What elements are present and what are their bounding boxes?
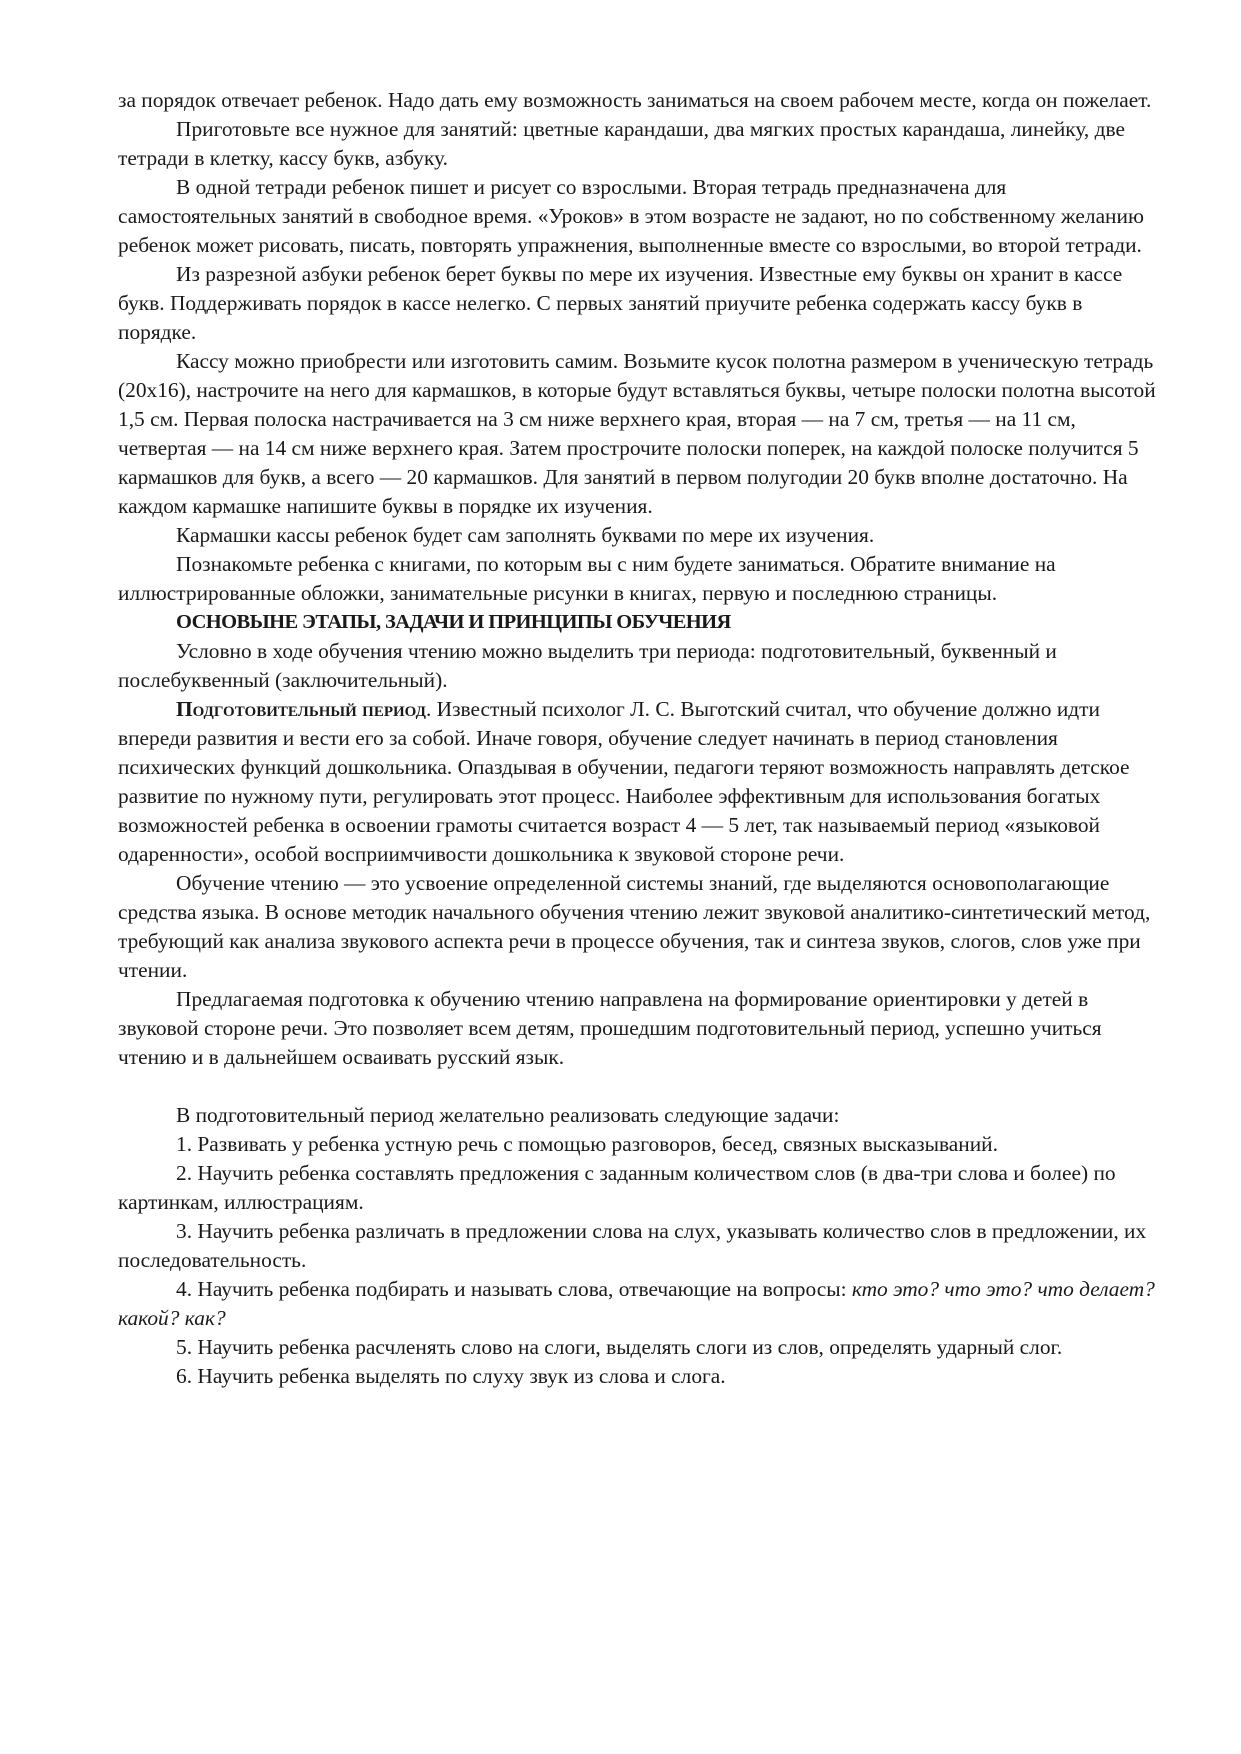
paragraph: Кассу можно приобрести или изготовить самим. Возьмите кусок полотна размером в ученическую тетрадь (20x16), настрочите на него для кармашков, в которые будут вставляться буквы, четыре полоски полотна высотой 1,5 см. Первая полоска настрачивается на 3 см ниже верхнего края, вторая — на 7 см, третья — на 11 см, четвертая — на 14 см ниже верхнего края. Затем прострочите полоски поперек, на каждой полоске получится 5 кармашков для букв, а всего — 20 кармашков. Для занятий в первом полугодии 20 букв вполне достаточно. На каждом кармашке напишите буквы в порядке их изучения. — [118, 349, 1156, 518]
task-item: 5. Научить ребенка расчленять слово на слоги, выделять слоги из слов, определять ударный слог. — [176, 1335, 1063, 1359]
task-item: 1. Развивать у ребенка устную речь с помощью разговоров, бесед, связных высказываний. — [176, 1132, 998, 1156]
paragraph: Познакомьте ребенка с книгами, по которым вы с ним будете заниматься. Обратите внимание на иллюстрированные обложки, занимательные рисунки в книгах, первую и последнюю страницы. — [118, 552, 1056, 605]
task-item: 2. Научить ребенка составлять предложения с заданным количеством слов (в два-три слова и более) по картинкам, иллюстрациям. — [118, 1161, 1116, 1214]
task-item: 3. Научить ребенка различать в предложении слова на слух, указывать количество слов в предложении, их последовательность. — [118, 1219, 1147, 1272]
task-item: 6. Научить ребенка выделять по слуху звук из слова и слога. — [176, 1364, 726, 1388]
task-questions: кто это? что это? что делает? какой? как? — [118, 1277, 1155, 1330]
term-preparatory-period: Подготовительный период — [176, 697, 426, 721]
section-heading: ОСНОВЫНЕ ЭТАПЫ, ЗАДАЧИ И ПРИНЦИПЫ ОБУЧЕНИЯ — [176, 611, 731, 633]
paragraph-text: . Известный психолог Л. С. Выготский считал, что обучение должно идти впереди развития и вести его за собой. Иначе говоря, обучение следует начинать в период становления психических функций дошкольника. Опаздывая в обучении, педагоги теряют возможность направлять детское развитие по нужному пути, регулировать этот процесс. Наиболее эффективным для использования богатых возможностей ребенка в освоении грамоты считается возраст 4 — 5 лет, так называемый период «языковой одаренности», особой восприимчивости дошкольника к звуковой стороне речи. — [118, 697, 1130, 866]
paragraph: В одной тетради ребенок пишет и рисует со взрослыми. Вторая тетрадь предназначена для самостоятельных занятий в свободное время. «Уроков» в этом возрасте не задают, но по собственному желанию ребенок может рисовать, писать, повторять упражнения, выполненные вместе со взрослыми, во второй тетради. — [118, 175, 1144, 257]
paragraph: Условно в ходе обучения чтению можно выделить три периода: подготовительный, буквенный и послебуквенный (заключительный). — [118, 639, 1057, 692]
tasks-intro: В подготовительный период желательно реализовать следующие задачи: — [176, 1103, 840, 1127]
paragraph: Обучение чтению — это усвоение определенной системы знаний, где выделяются основополагающие средства языка. В основе методик начального обучения чтению лежит звуковой аналитико-синтетический метод, требующий как анализа звукового аспекта речи в процессе обучения, так и синтеза звуков, слогов, слов уже при чтении. — [118, 871, 1151, 982]
paragraph: Предлагаемая подготовка к обучению чтению направлена на формирование ориентировки у детей в звуковой стороне речи. Это позволяет всем детям, прошедшим подготовительный период, успешно учиться чтению и в дальнейшем осваивать русский язык. — [118, 987, 1102, 1069]
paragraph: Кармашки кассы ребенок будет сам заполнять буквами по мере их изучения. — [176, 523, 875, 547]
paragraph — [118, 695, 1160, 869]
paragraph: Приготовьте все нужное для занятий: цветные карандаши, два мягких простых карандаша, линейку, две тетради в клетку, кассу букв, азбуку. — [118, 117, 1125, 170]
task-item — [118, 1275, 1160, 1333]
task-text: 4. Научить ребенка подбирать и называть слова, отвечающие на вопросы: — [176, 1277, 852, 1301]
paragraph: за порядок отвечает ребенок. Надо дать ему возможность заниматься на своем рабочем месте, когда он пожелает. — [118, 88, 1152, 112]
document-page — [118, 86, 1160, 1391]
paragraph: Из разрезной азбуки ребенок берет буквы по мере их изучения. Известные ему буквы он хранит в кассе букв. Поддерживать порядок в кассе нелегко. С первых занятий приучите ребенка содержать кассу букв в порядке. — [118, 262, 1123, 344]
